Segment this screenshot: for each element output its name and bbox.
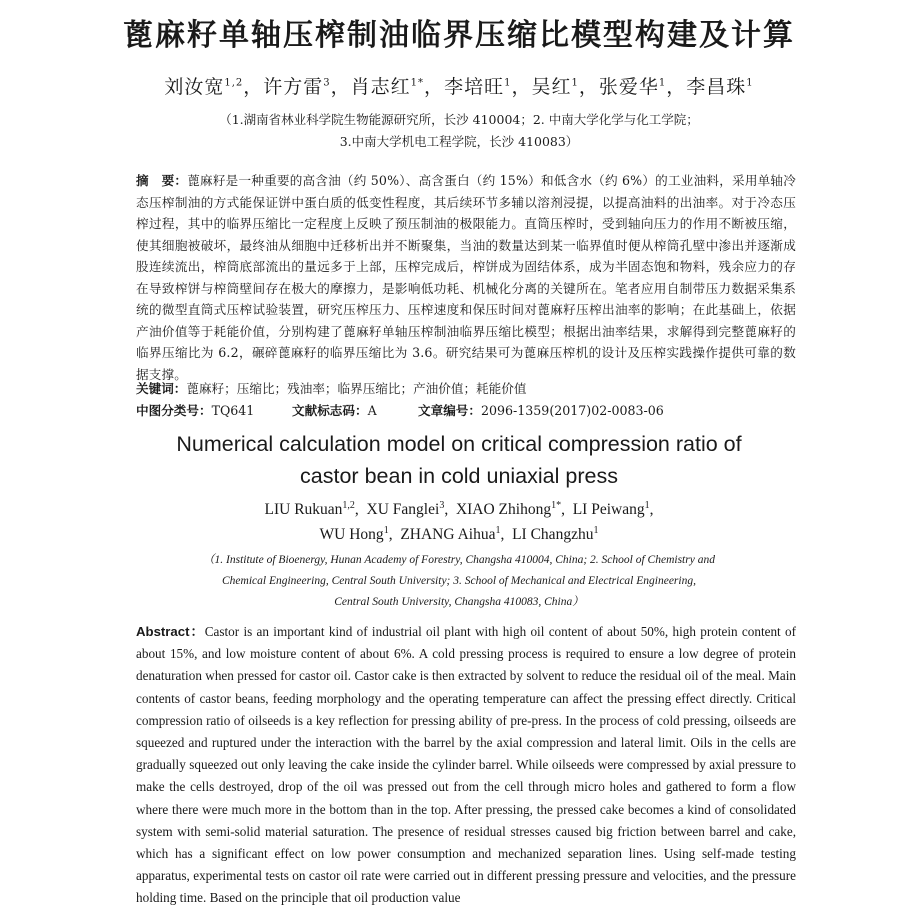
- article-number: 文章编号：2096-1359(2017)02-0083-06: [418, 403, 664, 418]
- english-abstract: [136, 621, 796, 910]
- author: 许方雷$^3$: [263, 76, 331, 98]
- chinese-affiliation-line1: （1.湖南省林业科学院生物能源研究所，长沙 410004；2. 中南大学化学与化工学院；: [219, 112, 699, 127]
- keywords-row: [136, 378, 816, 397]
- abstract-label: 摘 要：: [136, 173, 188, 188]
- document-code: 文献标志码：A: [292, 403, 377, 418]
- english-authors-line1: LIU Rukuan$^{1,2}$, XU Fanglei$^3$, XIAO Zhihong$^{1*}$, LI Peiwang$^1$,: [264, 499, 654, 518]
- classification-row: [136, 400, 816, 418]
- english-affiliation: （1. Institute of Bioenergy, Hunan Academy of Forestry, Changsha 410004, China; 2. School of Chemistry and Chemical Engineering, Central South University; 3. School of Mechanical and Electrical Engineering, Central South University, Changsha 410083, China）: [203, 554, 715, 608]
- clc-code: 中图分类号：TQ641: [136, 403, 255, 418]
- keywords-text: 蓖麻籽；压缩比；残油率；临界压缩比；产油价值；耗能价值: [186, 381, 527, 396]
- english-authors-line2: WU Hong$^1$, ZHANG Aihua$^1$, LI Changzhu$^1$: [319, 524, 599, 543]
- author: 肖志红$^{1*}$: [350, 76, 425, 98]
- english-abstract-body: Castor is an important kind of industrial oil plant with high oil content of about 50%, high protein content of about 15%, and low moisture content of about 6%. A cold pressing process is required to ensure a low degree of protein denaturation when pressed for castor oil. Castor cake is then extracted by solvent to reduce the residual oil of the meal. Main contents of castor beans, feeding morphology and the operating temperature can affect the pressing effect directly. Critical compression ratio of oilseeds is a key reflection for pressing ability of pre-press. In the process of cold pressing, oilseeds are squeezed and ruptured under the interaction with the barrel by the axial compression and lateral limit. Oils in the cells are gradually squeezed out only leaving the cake inside the cylinder barrel. While oilseeds were compressed by axial pressure to make the cells destroyed, drop of the oil was pressed out from the cell through micro holes and gathered to form a flow where there were much more in the bottom than in the top. After pressing, the pressed cake becomes a kind of consolidated system with semi-solid material saturation. The presence of residual stresses caused big friction between barrel and cake, which has a significant effect on low power consumption and mechanized separation lines. Using self-made testing apparatus, experimental tests on castor oil rate were carried out in different pressing pressure and velocities, and the pressure holding time. Based on the principle that oil production value: [136, 624, 797, 906]
- author: 刘汝宽$^{1,2}$: [164, 76, 244, 98]
- author: 张爱华$^1$: [598, 76, 667, 98]
- english-authors: [0, 497, 918, 547]
- author: 李昌珠$^1$: [686, 76, 754, 98]
- author: 李培旺$^1$: [444, 76, 512, 98]
- author: 吴红$^1$: [531, 76, 579, 98]
- english-abstract-label: Abstract：: [136, 624, 205, 639]
- english-title: Numerical calculation model on critical compression ratio of castor bean in cold uniaxial press: [176, 432, 742, 488]
- chinese-authors: 刘汝宽$^{1,2}$，许方雷$^3$，肖志红$^{1*}$，李培旺$^1$，吴红$^1$，张爱华$^1$，李昌珠$^1$: [164, 76, 754, 98]
- chinese-abstract: [136, 170, 796, 385]
- abstract-body: 蓖麻籽是一种重要的高含油（约 50%）、高含蛋白（约 15%）和低含水（约 6%）的工业油料，采用单轴冷态压榨制油的方式能保证饼中蛋白质的低变性程度，其后续环节多辅以溶剂浸提，以提高油料的出油率。对于冷态压榨过程，其中的临界压缩比一定程度上反映了预压制油的极限能力。直筒压榨时，受到轴向压力的作用不断被压缩，使其细胞被破坏，最终油从细胞中迁移析出并不断聚集，当油的数量达到某一临界值时便从榨筒孔壁中渗出并逐渐成股连续流出，榨筒底部流出的量远多于上部，压榨完成后，榨饼成为固结体系，成为半固态饱和物料，残余应力的存在导致榨饼与榨筒壁间存在极大的摩擦力，是影响低功耗、机械化分离的关键所在。笔者应用自制带压力数据采集系统的微型直筒式压榨试验装置，研究压榨压力、压榨速度和保压时间对蓖麻籽压榨出油率的影响；在此基础上，依据产油价值等于耗能价值，分别构建了蓖麻籽单轴压榨制油临界压缩比模型；根据出油率结果，求解得到完整蓖麻籽的临界压缩比为 6.2，碾碎蓖麻籽的临界压缩比为 3.6。研究结果可为蓖麻压榨机的设计及压榨实践操作提供可靠的数据支撑。: [136, 173, 796, 382]
- chinese-title: 蓖麻籽单轴压榨制油临界压缩比模型构建及计算: [123, 18, 795, 53]
- keywords-label: 关键词：: [136, 381, 187, 396]
- chinese-affiliation-line2: 3.中南大学机电工程学院，长沙 410083）: [339, 134, 579, 149]
